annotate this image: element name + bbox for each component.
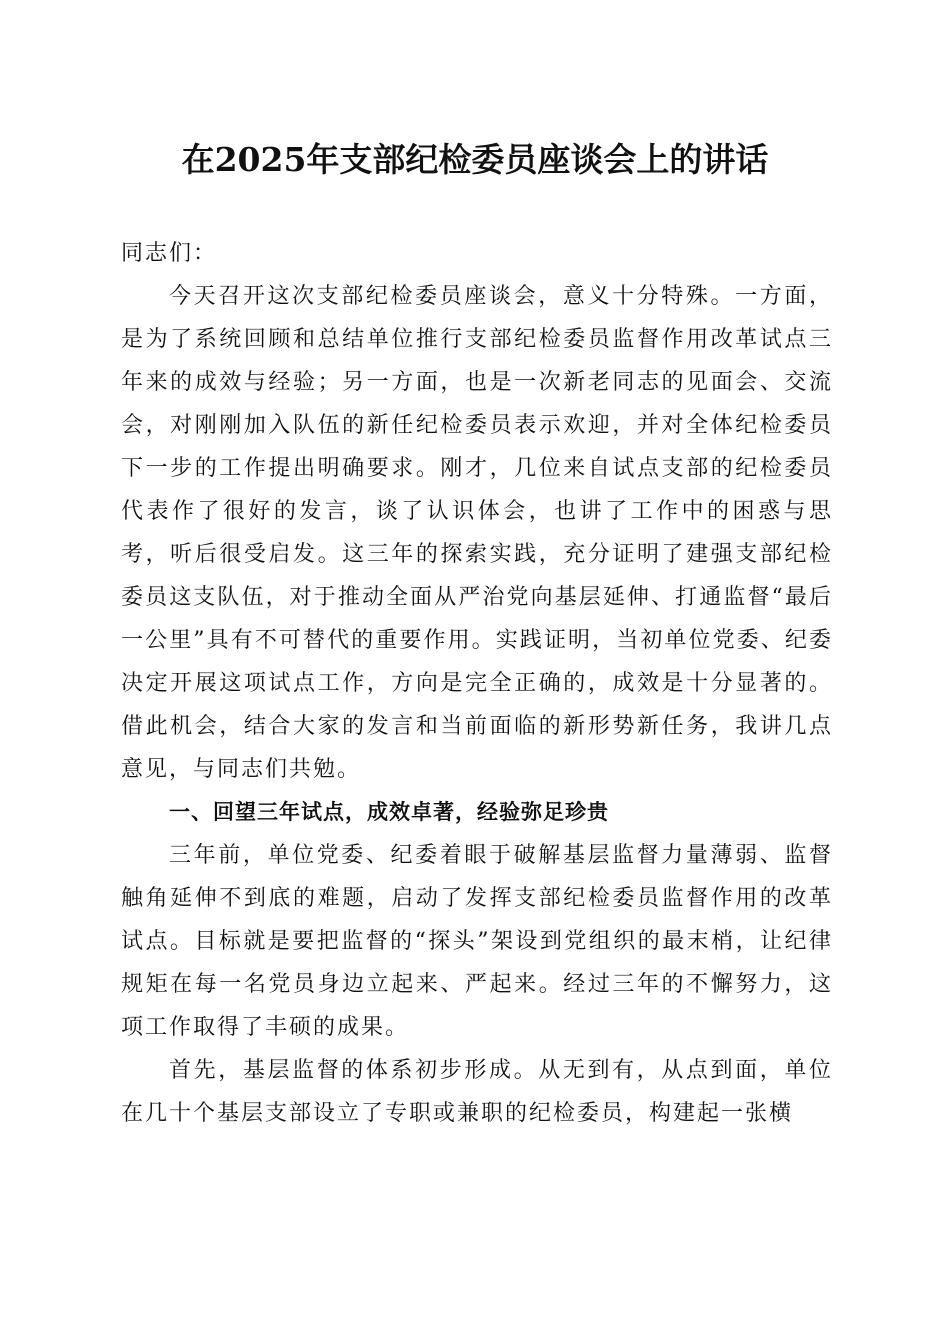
salutation: 同志们：: [121, 241, 218, 266]
section-paragraph-1: 三年前，单位党委、纪委着眼于破解基层监督力量薄弱、监督触角延伸不到底的难题，启动了发挥支部纪检委员监督作用的改革试点。目标就是要把监督的“探头”架设到党组织的最末梢，让纪律规矩在每一名党员身边立起来、严起来。经过三年的不懈努力，这项工作取得了丰硕的成果。: [121, 843, 833, 1040]
document-body: [121, 232, 833, 1135]
section-heading: 一、回望三年试点，成效卓著，经验弥足珍贵: [169, 800, 609, 824]
intro-paragraph: 今天召开这次支部纪检委员座谈会，意义十分特殊。一方面，是为了系统回顾和总结单位推行支部纪检委员监督作用改革试点三年来的成效与经验；另一方面，也是一次新老同志的见面会、交流会，对刚刚加入队伍的新任纪检委员表示欢迎，并对全体纪检委员下一步的工作提出明确要求。刚才，几位来自试点支部的纪检委员代表作了很好的发言，谈了认识体会，也讲了工作中的困惑与思考，听后很受启发。这三年的探索实践，充分证明了建强支部纪检委员这支队伍，对于推动全面从严治党向基层延伸、打通监督“最后一公里”具有不可替代的重要作用。实践证明，当初单位党委、纪委决定开展这项试点工作，方向是完全正确的，成效是十分显著的。借此机会，结合大家的发言和当前面临的新形势新任务，我讲几点意见，与同志们共勉。: [121, 284, 833, 782]
section-paragraph-2: 首先，基层监督的体系初步形成。从无到有，从点到面，单位在几十个基层支部设立了专职或兼职的纪检委员，构建起一张横: [121, 1058, 833, 1126]
document-title: 在2025年支部纪检委员座谈会上的讲话: [181, 140, 769, 179]
